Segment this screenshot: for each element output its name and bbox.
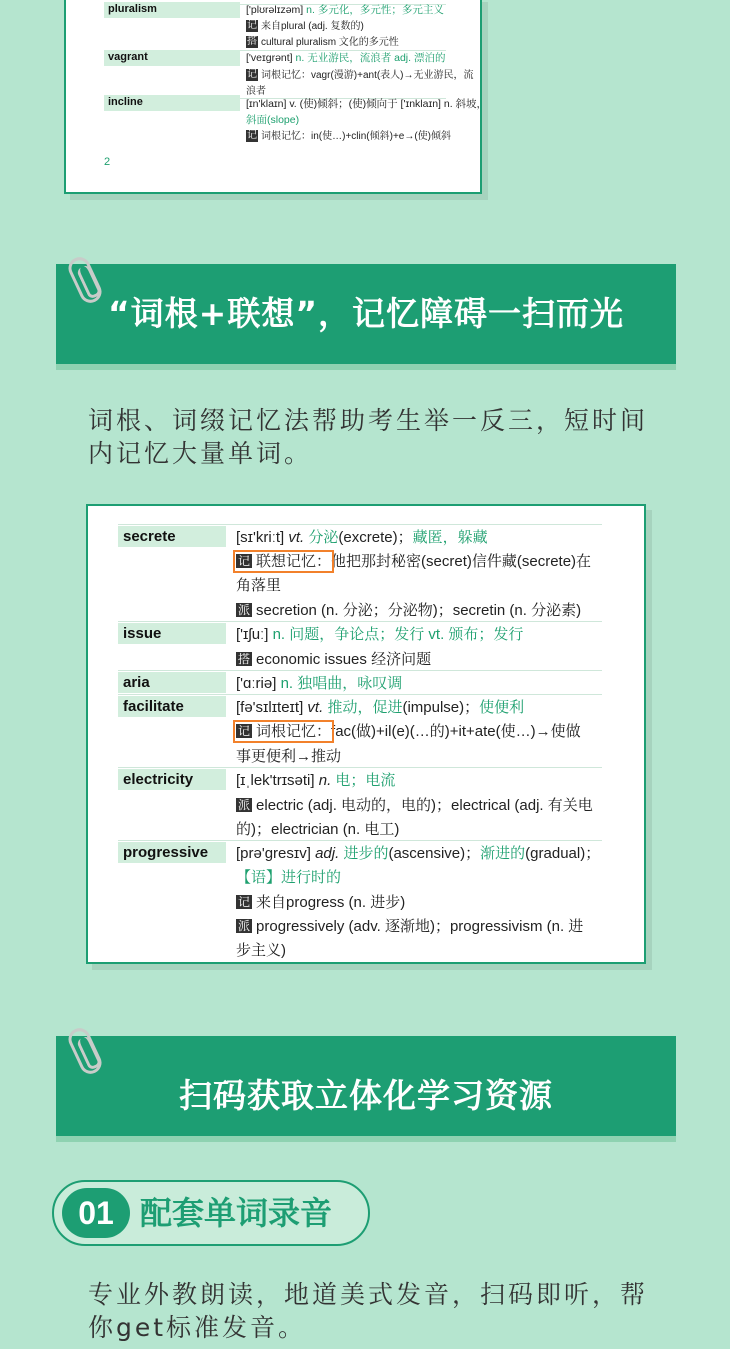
definition: n. 无业游民，流浪者 adj. 漂泊的 <box>295 52 446 64</box>
memory-tag-icon: 记 <box>238 554 251 568</box>
part-of-speech: vt. <box>307 699 324 716</box>
memory-tag-icon: 记 <box>247 69 257 80</box>
headword: pluralism <box>104 2 240 18</box>
definition: n. 多元化，多元性；多元主义 <box>306 4 444 16</box>
headword-facilitate: facilitate <box>118 696 226 717</box>
banner-title: “词根+联想”，记忆障碍一扫而光 <box>107 294 625 333</box>
definition: 电；电流 <box>335 772 396 789</box>
note: 来自progress (n. 进步) <box>256 894 406 911</box>
synonym: (ascensive)； <box>388 845 481 862</box>
note: economic issues 经济问题 <box>256 651 432 668</box>
phonetic: [prə'ɡresɪv] <box>236 845 311 862</box>
note: 他把那封秘密(secret)信件藏(secrete)在 <box>331 553 592 570</box>
note: electric (adj. 电动的，电的)；electrical (adj. 有关电 <box>256 797 593 814</box>
definition: 使便利 <box>479 699 525 716</box>
note: 的)；electrician (n. 电工) <box>236 821 400 838</box>
memory-tag-icon: 记 <box>247 20 257 31</box>
note: 来自plural (adj. 复数的) <box>261 21 364 32</box>
memory-tip-highlight: 记 联想记忆： <box>238 553 332 570</box>
headword-issue: issue <box>118 623 226 644</box>
dictionary-page-top <box>64 0 488 194</box>
headword: vagrant <box>104 50 240 66</box>
derivative-tag-icon: 派 <box>238 603 251 617</box>
page-number: 2 <box>104 156 111 168</box>
definition: 藏匿，躲藏 <box>412 529 488 546</box>
description-line: 内记忆大量单词。 <box>88 439 313 468</box>
part-of-speech: adj. <box>315 845 340 862</box>
definition: n. 独唱曲，咏叹调 <box>280 675 403 692</box>
phonetic: [ɪˌlek'trɪsəti] <box>236 772 315 789</box>
memory-tip-highlight: 记 词根记忆： <box>238 723 332 740</box>
definition: 【语】进行时的 <box>236 869 342 886</box>
note: 步主义) <box>236 942 286 959</box>
headword-secrete: secrete <box>118 526 226 547</box>
phonetic: [fə'sɪlɪteɪt] <box>236 699 304 716</box>
feature-number: 01 <box>62 1188 130 1238</box>
phonetic: ['ɪʃuː] <box>236 626 269 643</box>
memory-tag-icon: 记 <box>238 724 251 738</box>
description-line: 你get标准发音。 <box>88 1313 307 1342</box>
feature-label: 配套单词录音 <box>140 1194 333 1232</box>
memory-tag-icon: 记 <box>238 895 251 909</box>
collocation-tag-icon: 搭 <box>238 652 251 666</box>
phonetic: ['ɑːriə] <box>236 675 277 692</box>
part-of-speech: n. <box>318 772 332 789</box>
banner-title: 扫码获取立体化学习资源 <box>179 1076 553 1115</box>
synonym: (impulse)； <box>402 699 480 716</box>
feature-pill <box>52 1180 370 1246</box>
note: 浪者 <box>246 86 266 97</box>
collocation-tag-icon: 搭 <box>247 36 257 47</box>
description <box>88 404 648 470</box>
phonetic: ['plʊrəlɪzəm] <box>246 4 304 16</box>
note: 词根记忆：in(使…)+clin(倾斜)+e→(使)倾斜 <box>261 131 452 142</box>
definition: 斜面(slope) <box>246 114 300 126</box>
definition: [ɪn'klaɪn] v. (使)倾斜；(使)倾向于 ['ɪnklaɪn] n. 斜坡， <box>246 98 488 110</box>
definition: n. 问题，争论点；发行 vt. 颁布；发行 <box>272 626 524 643</box>
description-line: 词根、词缀记忆法帮助考生举一反三，短时间 <box>88 406 649 435</box>
note: secretion (n. 分泌；分泌物)；secretin (n. 分泌素) <box>256 602 582 619</box>
part-of-speech: vt. <box>288 529 305 546</box>
note: 角落里 <box>236 577 282 594</box>
note: cultural pluralism 文化的多元性 <box>261 37 399 48</box>
section-banner <box>56 1036 676 1136</box>
synonym: (excrete)； <box>338 529 413 546</box>
description <box>88 1278 648 1344</box>
memory-tag-icon: 记 <box>247 130 257 141</box>
phonetic: ['veɪɡrənt] <box>246 52 293 64</box>
headword: incline <box>104 95 240 111</box>
definition: 分泌 <box>308 529 339 546</box>
section-banner <box>56 264 676 364</box>
headword-aria: aria <box>118 672 226 693</box>
derivative-tag-icon: 派 <box>238 798 251 812</box>
derivative-tag-icon: 派 <box>238 919 251 933</box>
headword-progressive: progressive <box>118 842 226 863</box>
note: 事更便利→推动 <box>236 748 342 765</box>
note: 词根记忆：vagr(漫游)+ant(表人)→无业游民，流 <box>261 70 474 81</box>
description-line: 专业外教朗读，地道美式发音，扫码即听，帮 <box>88 1280 649 1309</box>
note: progressively (adv. 逐渐地)；progressivism (n. 进 <box>256 918 584 935</box>
phonetic: [sɪ'kriːt] <box>236 529 285 546</box>
definition: 渐进的 <box>480 845 526 862</box>
dictionary-page-sample <box>86 504 646 964</box>
definition: 推动，促进 <box>327 699 403 716</box>
synonym: (gradual)； <box>525 845 601 862</box>
headword-electricity: electricity <box>118 769 226 790</box>
note: fac(做)+il(e)(…的)+it+ate(使…)→使做 <box>331 723 581 740</box>
definition: 进步的 <box>343 845 389 862</box>
